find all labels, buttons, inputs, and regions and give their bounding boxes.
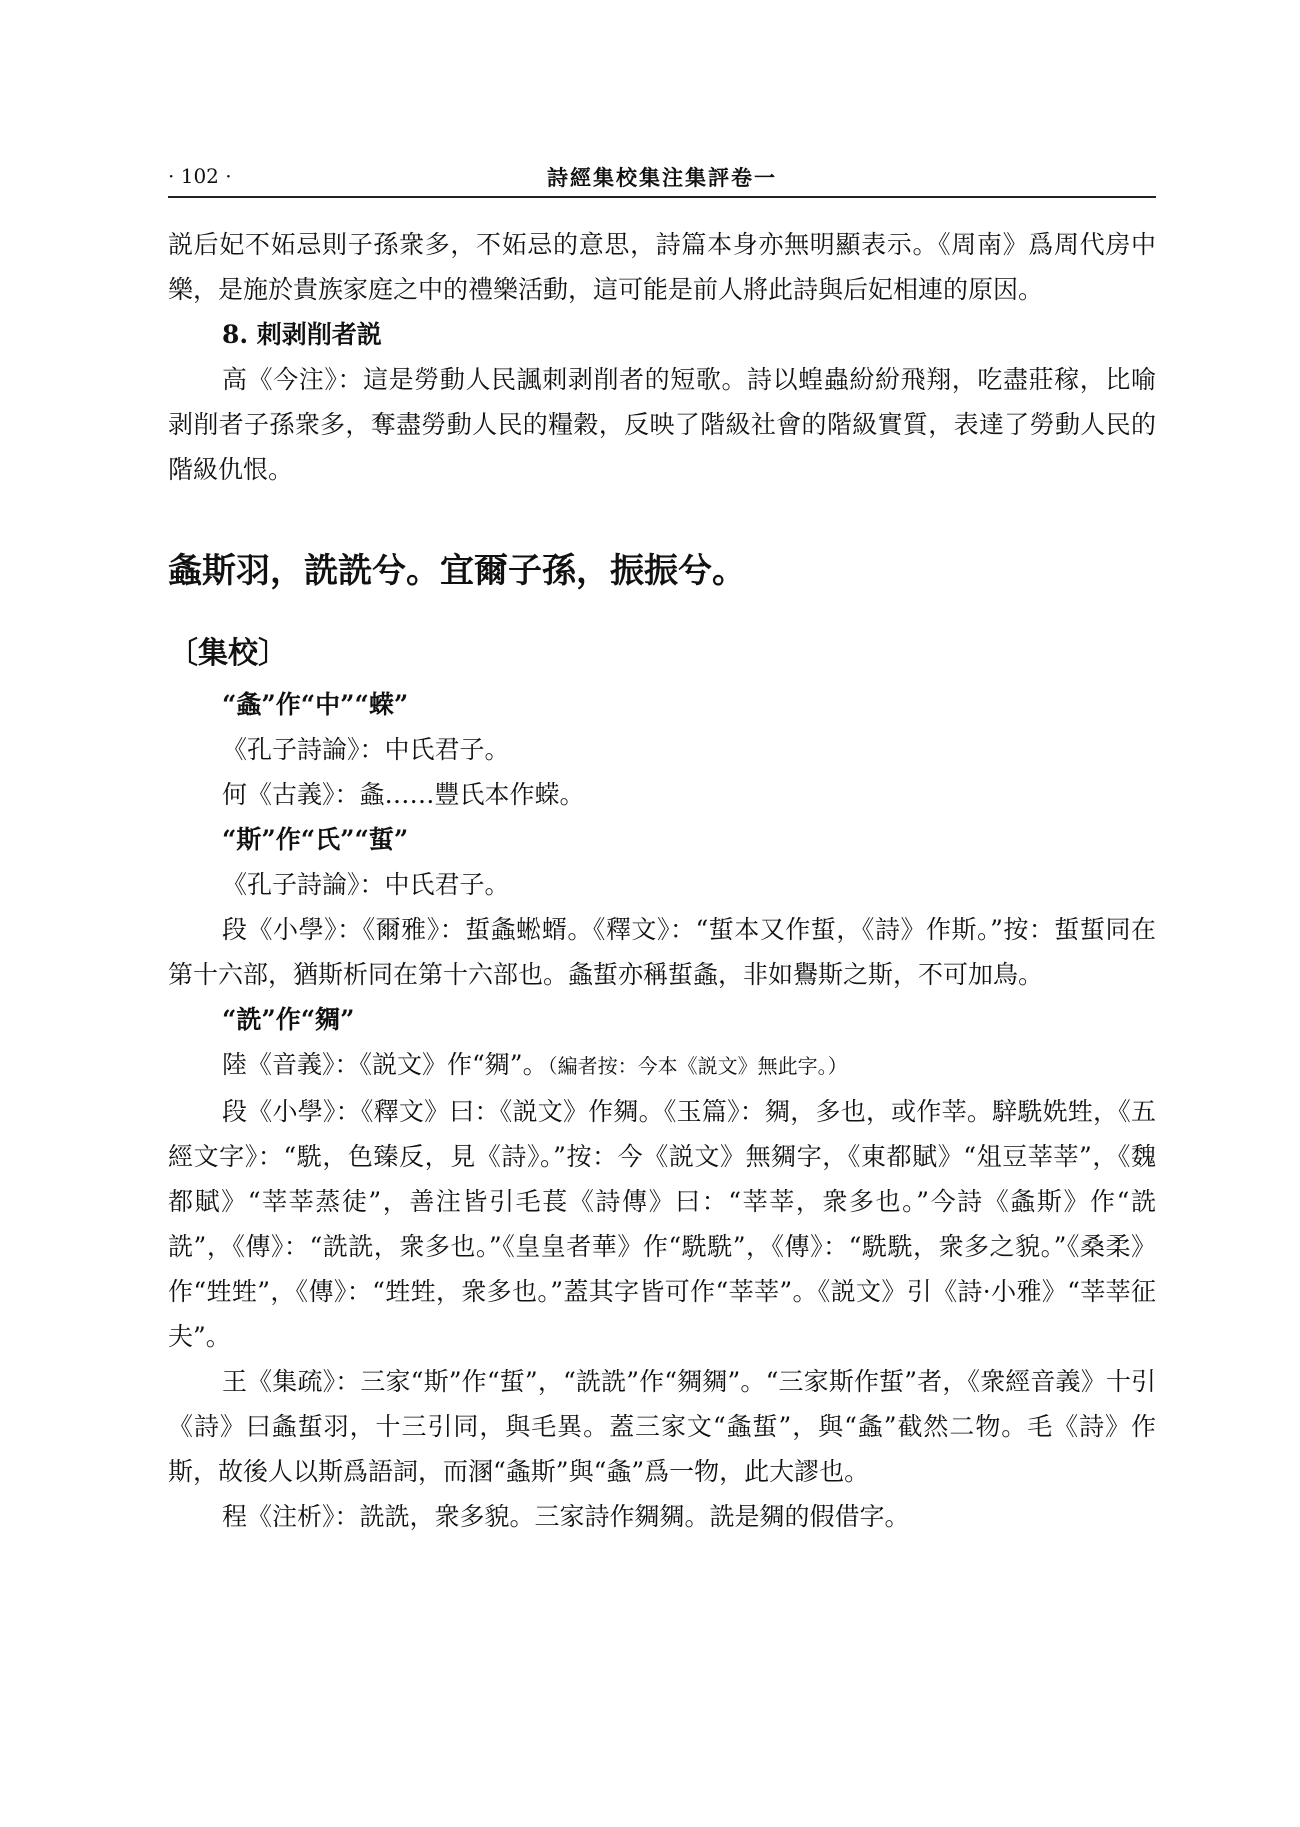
paragraph: 高《今注》：這是勞動人民諷刺剥削者的短歌。詩以蝗蟲紛紛飛翔，吃盡莊稼，比喻剥削者子孫衆多，奪盡勞動人民的糧穀，反映了階級社會的階級實質，表達了勞動人民的階級仇恨。	[168, 365, 1156, 484]
section-heading: 〔集校〕	[168, 636, 288, 671]
paragraph: 説后妃不妬忌則子孫衆多，不妬忌的意思，詩篇本身亦無明顯表示。《周南》爲周代房中樂，是施於貴族家庭之中的禮樂活動，這可能是前人將此詩與后妃相連的原因。	[168, 230, 1156, 304]
subheading: 8. 刺剥削者説	[222, 320, 382, 349]
running-title: 詩經集校集注集評卷一	[547, 165, 777, 190]
editor-note: （編者按：今本《説文》無此字。）	[547, 1054, 848, 1078]
citation: 《孔子詩論》：中氏君子。	[222, 735, 510, 764]
citation: 《孔子詩論》：中氏君子。	[222, 870, 510, 899]
collation-heading: “斯”作“氏”“蜇”	[222, 825, 409, 854]
citation: 段《小學》：《爾雅》：蜇螽蜙蝑。《釋文》：“蜇本又作蜇，《詩》作斯。”按：蜇蜇同在第十六部，猶斯析同在第十六部也。螽蜇亦稱蜇螽，非如鸒斯之斯，不可加鳥。	[168, 915, 1156, 989]
citation	[168, 1042, 1156, 1089]
citation: 段《小學》：《釋文》曰：《説文》作㚋。《玉篇》：㚋，多也，或作莘。騂駪姺甡，《五經文字》：“駪，色臻反，見《詩》。”按：今《説文》無㚋字，《東都賦》“俎豆莘莘”，《魏都賦》“莘莘蒸徒”，善注皆引毛萇《詩傳》曰：“莘莘，衆多也。”今詩《螽斯》作“詵詵”，《傳》：“詵詵，衆多也。”《皇皇者華》作“駪駪”，《傳》：“駪駪，衆多之貌。”《桑柔》作“甡甡”，《傳》：“甡甡，衆多也。”蓋其字皆可作“莘莘”。《説文》引《詩·小雅》“莘莘征夫”。	[168, 1097, 1156, 1351]
citation: 王《集疏》：三家“斯”作“蜇”，“詵詵”作“㚋㚋”。“三家斯作蜇”者，《衆經音義》十引《詩》曰螽蜇羽，十三引同，與毛異。蓋三家文“螽蜇”，與“螽”截然二物。毛《詩》作斯，故後人以斯爲語詞，而溷“螽斯”與“螽”爲一物，此大謬也。	[168, 1367, 1156, 1486]
citation: 何《古義》：螽……豐氏本作蝾。	[222, 780, 585, 809]
page-number: · 102 ·	[168, 164, 232, 188]
page-body	[168, 222, 1156, 1539]
page-header	[168, 160, 1156, 198]
citation: 程《注析》：詵詵，衆多貌。三家詩作㚋㚋。詵是㚋的假借字。	[222, 1502, 910, 1531]
collation-heading: “螽”作“中”“蝾”	[222, 690, 409, 719]
citation-text: 陸《音義》：《説文》作“㚋”。	[222, 1050, 548, 1079]
verse-line: 螽斯羽，詵詵兮。宜爾子孫，振振兮。	[168, 551, 746, 591]
collation-heading: “詵”作“㚋”	[222, 1005, 355, 1034]
